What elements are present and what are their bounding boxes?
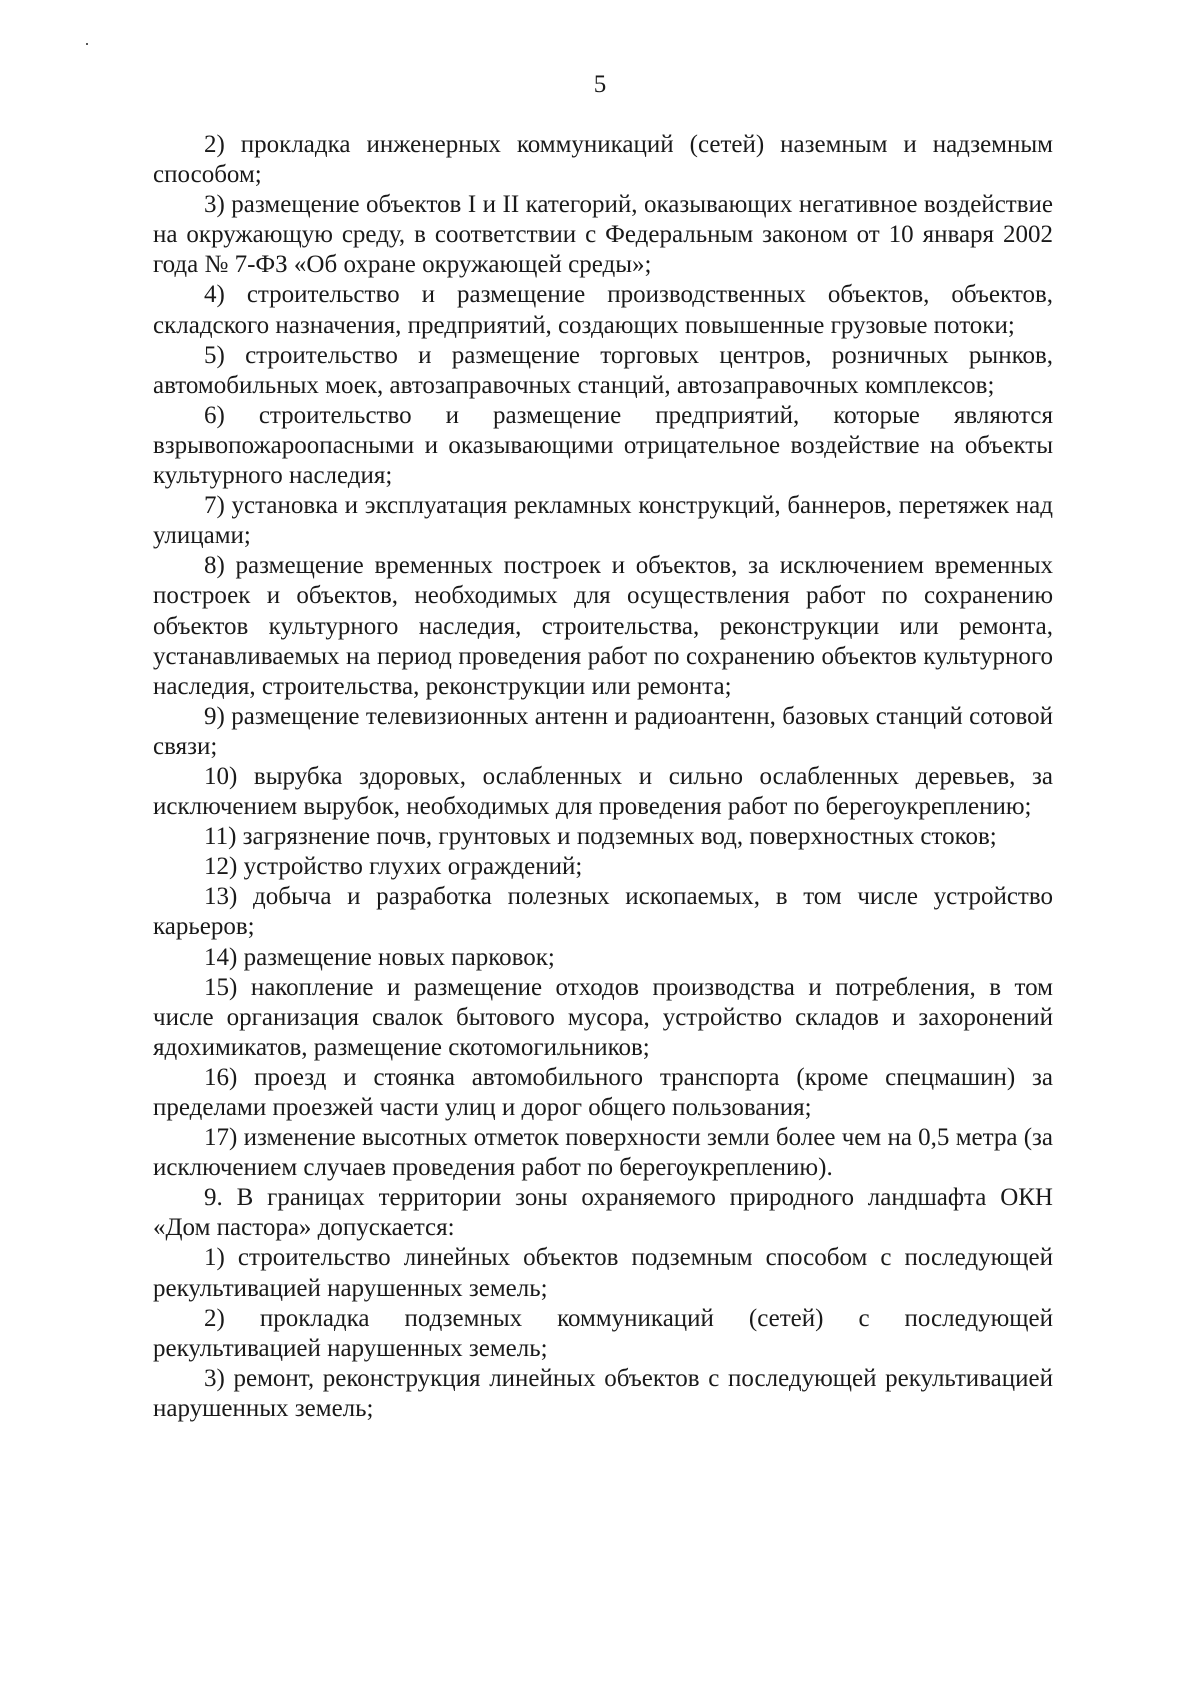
list-item-14-new-parking: 14) размещение новых парковок; xyxy=(204,943,555,971)
list-item-5-trade-centers: 5) строительство и размещение торговых центров, розничных рынков, автомобильных моек, автозаправочных станций, автозаправочных комплексов; xyxy=(153,341,1053,399)
document-body xyxy=(153,130,1053,1424)
allowed-item-3-repair: 3) ремонт, реконструкция линейных объектов с последующей рекультивацией нарушенных земель; xyxy=(153,1364,1053,1422)
list-item-15-waste: 15) накопление и размещение отходов производства и потребления, в том числе организация свалок бытового мусора, устройство складов и захоронений ядохимикатов, размещение скотомогильников; xyxy=(153,973,1053,1061)
section-9-heading: 9. В границах территории зоны охраняемого природного ландшафта ОКН «Дом пастора» допускается: xyxy=(153,1184,1053,1242)
list-item-8-temporary-buildings: 8) размещение временных построек и объектов, за исключением временных построек и объектов, необходимых для осуществления работ по сохранению объектов культурного наследия, строительства, реконструкции или ремонта, устанавливаемых на период проведения работ по сохранению объектов культурного наследия, строительства, реконструкции или ремонта; xyxy=(153,552,1053,700)
list-item-3-hazardous-objects: 3) размещение объектов I и II категорий, оказывающих негативное воздействие на окружающую среду, в соответствии с Федеральным законом от 10 января 2002 года № 7-ФЗ «Об охране окружающей среды»; xyxy=(153,191,1053,279)
list-item-16-vehicle-parking: 16) проезд и стоянка автомобильного транспорта (кроме спецмашин) за пределами проезжей части улиц и дорог общего пользования; xyxy=(153,1063,1053,1121)
allowed-item-1-linear-objects: 1) строительство линейных объектов подземным способом с последующей рекультивацией нарушенных земель; xyxy=(153,1244,1053,1302)
list-item-7-advertising: 7) установка и эксплуатация рекламных конструкций, баннеров, перетяжек над улицами; xyxy=(153,492,1053,550)
scan-speck xyxy=(86,43,88,45)
list-item-4-industrial-objects: 4) строительство и размещение производственных объектов, объектов, складского назначения, предприятий, создающих повышенные грузовые потоки; xyxy=(153,281,1053,339)
list-item-9-antennas: 9) размещение телевизионных антенн и радиоантенн, базовых станций сотовой связи; xyxy=(153,702,1053,760)
list-item-17-ground-level: 17) изменение высотных отметок поверхности земли более чем на 0,5 метра (за исключением случаев проведения работ по берегоукреплению). xyxy=(153,1124,1053,1182)
list-item-6-explosive-enterprises: 6) строительство и размещение предприятий, которые являются взрывопожароопасными и оказывающими отрицательное воздействие на объекты культурного наследия; xyxy=(153,401,1053,490)
list-item-12-solid-fences: 12) устройство глухих ограждений; xyxy=(204,853,583,881)
list-item-11-pollution: 11) загрязнение почв, грунтовых и подземных вод, поверхностных стоков; xyxy=(204,823,997,851)
list-item-10-tree-felling: 10) вырубка здоровых, ослабленных и сильно ослабленных деревьев, за исключением вырубок, необходимых для проведения работ по берегоукреплению; xyxy=(153,762,1053,821)
page-number: 5 xyxy=(593,71,607,98)
list-item-2-overground-utilities: 2) прокладка инженерных коммуникаций (сетей) наземным и надземным способом; xyxy=(153,131,1053,189)
allowed-item-2-underground-utilities: 2) прокладка подземных коммуникаций (сетей) с последующей рекультивацией нарушенных земель; xyxy=(153,1304,1053,1362)
list-item-13-mining: 13) добыча и разработка полезных ископаемых, в том числе устройство карьеров; xyxy=(153,883,1053,941)
